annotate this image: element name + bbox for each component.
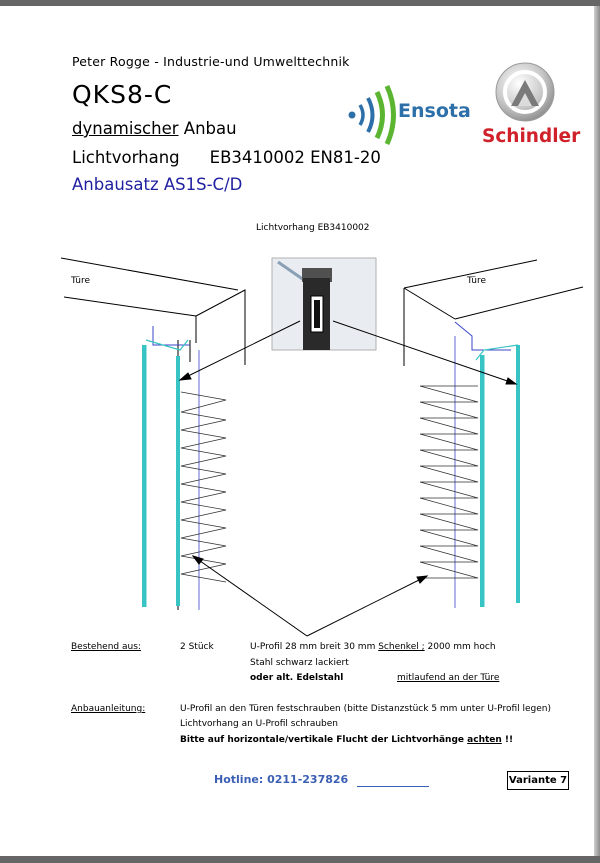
- install-step-3-suffix: !!: [501, 735, 514, 745]
- install-label: Anbauanleitung:: [71, 704, 146, 714]
- profile-height: 2000 mm hoch: [424, 642, 496, 652]
- curtain-label: Lichtvorhang: [72, 148, 180, 167]
- profile-width: U-Profil 28 mm breit 30 mm: [250, 642, 379, 652]
- door-label-left: Türe: [71, 276, 91, 286]
- ensota-logo-text: Ensota: [398, 100, 471, 122]
- right-light-beams: [420, 386, 478, 578]
- variant-box: Variante 7: [507, 771, 569, 790]
- right-u-profile: [455, 322, 520, 608]
- install-step-3: [180, 735, 513, 745]
- consists-label: Bestehend aus:: [71, 642, 141, 652]
- hotline-underline: [357, 786, 429, 787]
- install-step-3-text: Bitte auf horizontale/vertikale Flucht der Lichtvorhänge: [180, 735, 468, 745]
- curtain-codes: EB3410002 EN81-20: [209, 148, 381, 167]
- moves-with-door: mitlaufend an der Türe: [397, 673, 500, 683]
- kit-title: Anbausatz AS1S-C/D: [72, 175, 243, 194]
- install-step-1: U-Profil an den Türen festschrauben (bitte Distanzstück 5 mm unter U-Profil legen): [180, 704, 551, 714]
- curtain-caption: Lichtvorhang EB3410002: [256, 223, 370, 233]
- left-door: [61, 258, 245, 610]
- material-steel: Stahl schwarz lackiert: [250, 658, 349, 668]
- install-step-3-emphasis: achten: [467, 735, 502, 745]
- material-alt: oder alt. Edelstahl: [250, 673, 344, 683]
- schindler-logo-text: Schindler: [482, 126, 581, 147]
- hotline: Hotline: 0211-237826: [214, 773, 349, 786]
- door-label-right: Türe: [467, 276, 487, 286]
- profile-dimensions: [250, 642, 496, 652]
- quantity: 2 Stück: [180, 642, 214, 652]
- curtain-photo: [272, 258, 376, 350]
- mount-type-underlined: dynamischer: [72, 119, 179, 138]
- company-name: Peter Rogge - Industrie-und Umwelttechnik: [72, 54, 350, 69]
- install-step-2: Lichtvorhang an U-Profil schrauben: [180, 719, 339, 729]
- left-light-beams: [181, 392, 226, 582]
- mount-type-rest: Anbau: [178, 119, 237, 138]
- product-model: QKS8-C: [72, 80, 173, 109]
- profile-schenkel: Schenkel ;: [378, 642, 425, 652]
